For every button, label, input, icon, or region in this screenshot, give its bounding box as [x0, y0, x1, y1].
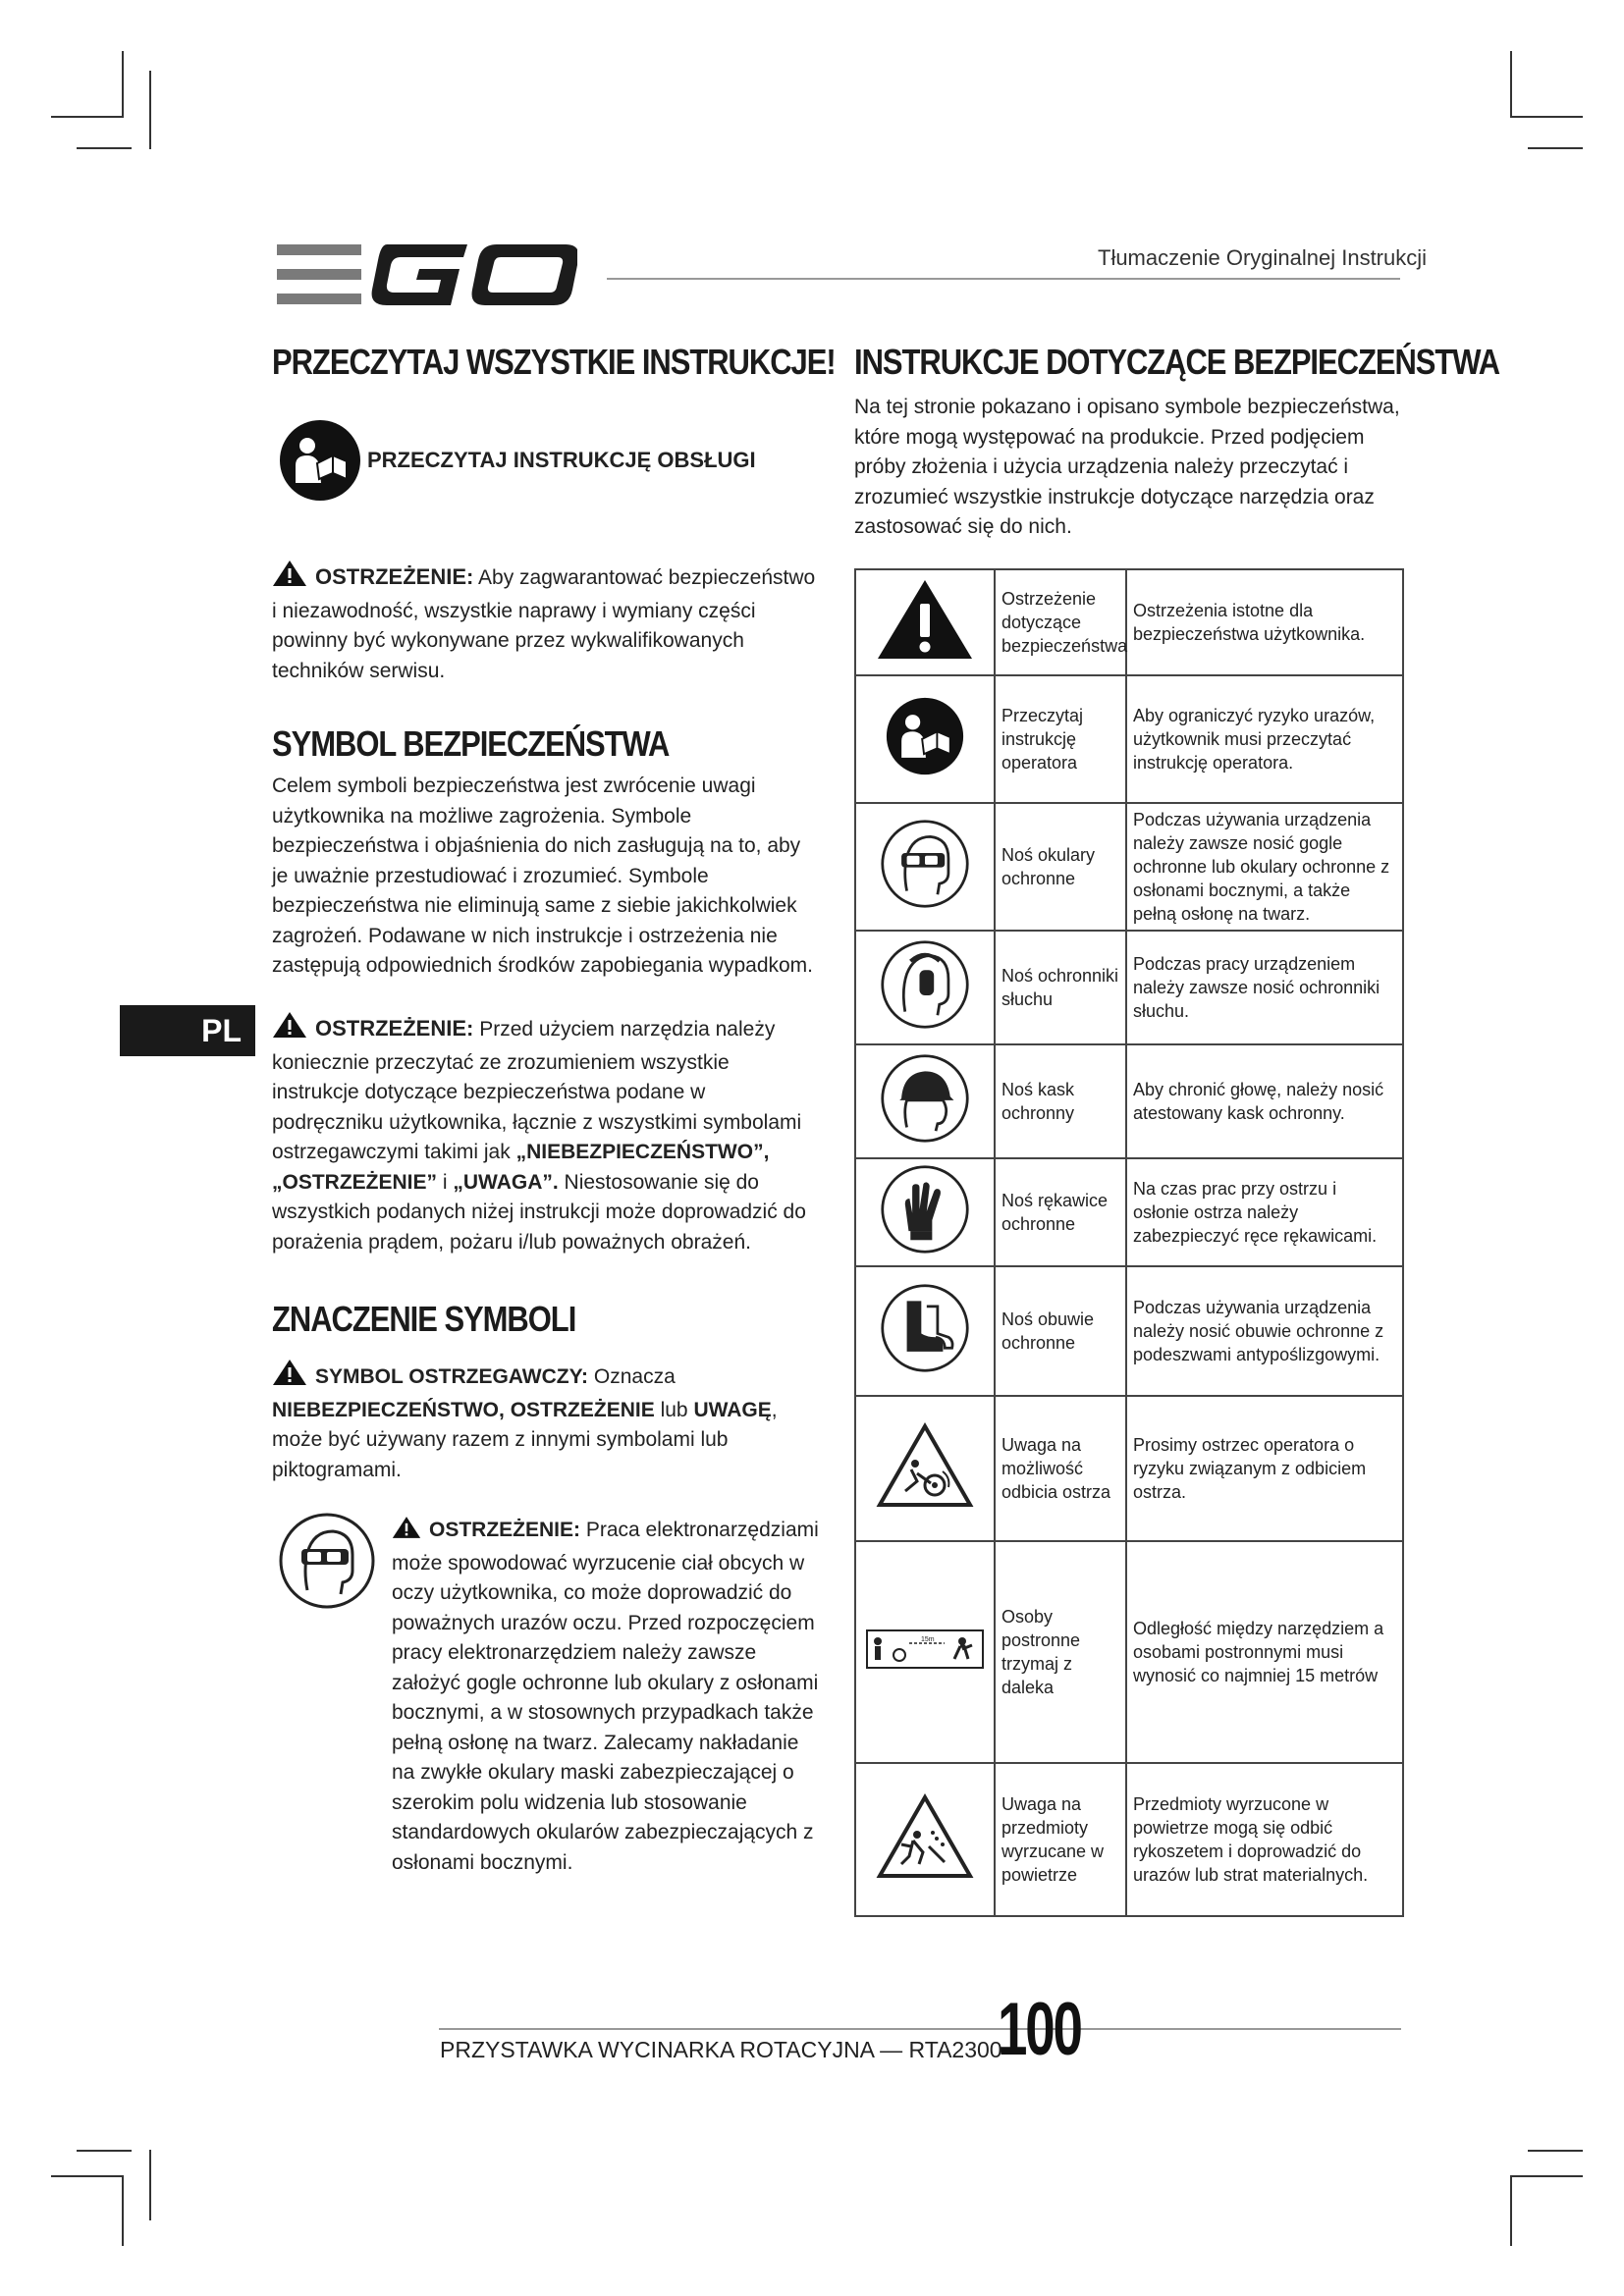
- symbol-name: Noś okulary ochronne: [995, 803, 1126, 931]
- read-manual-icon: [278, 418, 362, 507]
- footer-rule: [439, 2028, 1401, 2030]
- alert-text-b: , może być używany razem z innymi symbolami lub piktogramami.: [272, 1398, 778, 1481]
- symbol-name: Noś rękawice ochronne: [995, 1158, 1126, 1266]
- symbol-name: Noś obuwie ochronne: [995, 1266, 1126, 1396]
- alert-symbol-paragraph: [272, 1359, 817, 1485]
- eye-warning-paragraph: [392, 1516, 819, 1878]
- symbol-desc: Aby ograniczyć ryzyko urazów, użytkownik musi przeczytać instrukcję operatora.: [1126, 675, 1403, 803]
- alert-lub: lub: [660, 1398, 688, 1421]
- warning-text-a: Przed użyciem narzędzia należy koniecznie przeczytać ze zrozumieniem wszystkie instrukcje dotyczące bezpieczeństwa podane w podręczniku użytkownika, łącznie z wszystkimi symbolami ostrzegawczymi takimi jak: [272, 1018, 802, 1163]
- table-row: [855, 1044, 1403, 1158]
- alert-label: SYMBOL OSTRZEGAWCZY:: [315, 1365, 589, 1388]
- warning-label: OSTRZEŻENIE:: [315, 564, 474, 589]
- safety-symbol-text: Celem symboli bezpieczeństwa jest zwrócenie uwagi użytkownika na możliwe zagrożenia. Symbole bezpieczeństwa i objaśnienia do nich zasługują na to, aby je uważnie przestudiować i zrozumieć. Symbole bezpieczeństwa nie eliminują same z siebie jakichkolwiek zagrożeń. Podawane w nich instrukcje i ostrzeżenia nie zastępują odpowiednich środków zapobiegania wypadkom.: [272, 774, 814, 977]
- alert-text-a: Oznacza: [593, 1365, 676, 1388]
- warning-paragraph-2: [272, 1011, 817, 1257]
- eye-warning-text: Praca elektronarzędziami może spowodować wyrzucenie ciał obcych w oczy użytkownika, co może doprowadzić do poważnych urazów oczu. Przed rozpoczęciem pracy elektronarzędziem należy zawsze założyć gogle ochronne lub okulary z osłonami bocznymi, a w stosownych przypadkach także pełną osłonę na twarz. Zalecamy nakładanie na zwykłe okulary maski zabezpieczającej o szerokim polu widzenia lub stosowanie standardowych okularów zabezpieczających z osłonami bocznymi.: [392, 1519, 819, 1874]
- page-number: 100: [998, 1988, 1081, 2071]
- safety-symbol-title: SYMBOL BEZPIECZEŃSTWA: [272, 723, 670, 764]
- warning-paragraph-1: [272, 560, 817, 686]
- distance-label: 15m: [921, 1636, 935, 1643]
- meaning-title: ZNACZENIE SYMBOLI: [272, 1299, 576, 1339]
- symbol-desc: Aby chronić głowę, należy nosić atestowany kask ochronny.: [1126, 1044, 1403, 1158]
- warning-text-b: Niestosowanie się do wszystkich podanych niżej instrukcji może doprowadzić do porażenia prądem, pożaru i/lub poważnych obrażeń.: [272, 1170, 806, 1254]
- symbol-desc: Odległość między narzędziem a osobami postronnymi musi wynosić co najmniej 15 metrów: [1126, 1541, 1403, 1763]
- thrown-objects-icon: [855, 1763, 995, 1916]
- helmet-icon: [855, 1044, 995, 1158]
- header-title: Tłumaczenie Oryginalnej Instrukcji: [1098, 245, 1428, 270]
- symbol-name: Noś kask ochronny: [995, 1044, 1126, 1158]
- boots-icon: [855, 1266, 995, 1396]
- warning-triangle-icon: [392, 1516, 421, 1549]
- symbol-name: Noś ochronniki słuchu: [995, 931, 1126, 1044]
- blade-thrust-icon: [855, 1396, 995, 1541]
- symbol-desc: Przedmioty wyrzucone w powietrze mogą się odbić rykoszetem i doprowadzić do urazów lub strat materialnych.: [1126, 1763, 1403, 1916]
- ear-protection-icon: [855, 931, 995, 1044]
- warning-triangle-icon: [272, 1359, 307, 1396]
- read-manual-label: PRZECZYTAJ INSTRUKCJĘ OBSŁUGI: [367, 448, 756, 472]
- eye-warning-label: OSTRZEŻENIE:: [429, 1519, 581, 1541]
- alert-comma: ,: [499, 1398, 505, 1421]
- safety-instructions-title: INSTRUKCJE DOTYCZĄCE BEZPIECZEŃSTWA: [854, 342, 1500, 382]
- warning-triangle-icon: [272, 560, 307, 597]
- symbol-name: Uwaga na możliwość odbicia ostrza: [995, 1396, 1126, 1541]
- symbol-name: Ostrzeżenie dotyczące bezpieczeństwa: [995, 569, 1126, 675]
- table-row: [855, 1541, 1403, 1763]
- table-row: [855, 569, 1403, 675]
- warning-triangle-icon: [272, 1011, 307, 1048]
- language-tab: PL: [120, 1005, 255, 1056]
- gloves-icon: [855, 1158, 995, 1266]
- warning-triangle-icon: [855, 569, 995, 675]
- table-row: [855, 1266, 1403, 1396]
- keyword-danger-warning: „NIEBEZPIECZEŃSTWO”, „OSTRZEŻENIE”: [272, 1141, 770, 1194]
- symbol-name: Uwaga na przedmioty wyrzucane w powietrze: [995, 1763, 1126, 1916]
- symbol-desc: Prosimy ostrzec operatora o ryzyku związanym z odbiciem ostrza.: [1126, 1396, 1403, 1541]
- table-row: [855, 803, 1403, 931]
- ego-logo: [271, 240, 577, 314]
- symbol-desc: Podczas używania urządzenia należy nosić obuwie ochronne z podeszwami antypoślizgowymi.: [1126, 1266, 1403, 1396]
- header-rule: [607, 278, 1400, 280]
- keyword-caution: UWAGĘ: [693, 1398, 772, 1421]
- symbol-table: [854, 568, 1404, 1917]
- bystander-distance-icon: [855, 1541, 995, 1763]
- keyword-warning: OSTRZEŻENIE: [510, 1398, 655, 1421]
- keyword-danger: NIEBEZPIECZEŃSTWO: [272, 1398, 500, 1421]
- table-row: [855, 1158, 1403, 1266]
- warning-text: Aby zagwarantować bezpieczeństwo i niezawodność, wszystkie naprawy i wymiany części powinny być wykonywane przez wykwalifikowanych techników serwisu.: [272, 566, 816, 682]
- symbol-name: Osoby postronne trzymaj z daleka: [995, 1541, 1126, 1763]
- symbol-name: Przeczytaj instrukcję operatora: [995, 675, 1126, 803]
- warning-and: i: [442, 1170, 448, 1194]
- symbol-desc: Podczas używania urządzenia należy zawsze nosić gogle ochronne lub okulary ochronne z osłonami bocznymi, a także pełną osłonę na twarz.: [1126, 803, 1403, 931]
- keyword-caution: „UWAGA”.: [453, 1170, 559, 1194]
- table-row: [855, 1763, 1403, 1916]
- eye-protection-icon: [278, 1512, 376, 1615]
- read-manual-icon: [855, 675, 995, 803]
- symbol-desc: Podczas pracy urządzeniem należy zawsze nosić ochronniki słuchu.: [1126, 931, 1403, 1044]
- table-row: [855, 931, 1403, 1044]
- symbol-desc: Na czas prac przy ostrzu i osłonie ostrza należy zabezpieczyć ręce rękawicami.: [1126, 1158, 1403, 1266]
- footer-text: PRZYSTAWKA WYCINARKA ROTACYJNA — RTA2300: [440, 2037, 1002, 2062]
- table-row: [855, 1396, 1403, 1541]
- eye-protection-icon: [855, 803, 995, 931]
- warning-label: OSTRZEŻENIE:: [315, 1016, 474, 1041]
- safety-instructions-intro: Na tej stronie pokazano i opisano symbole bezpieczeństwa, które mogą występować na produkcie. Przed podjęciem próby złożenia i użycia urządzenia należy przeczytać i zrozumieć wszystkie instrukcje dotyczące narzędzia oraz zastosować się do nich.: [854, 396, 1400, 538]
- table-row: [855, 675, 1403, 803]
- symbol-desc: Ostrzeżenia istotne dla bezpieczeństwa użytkownika.: [1126, 569, 1403, 675]
- read-all-title: PRZECZYTAJ WSZYSTKIE INSTRUKCJE!: [272, 342, 836, 382]
